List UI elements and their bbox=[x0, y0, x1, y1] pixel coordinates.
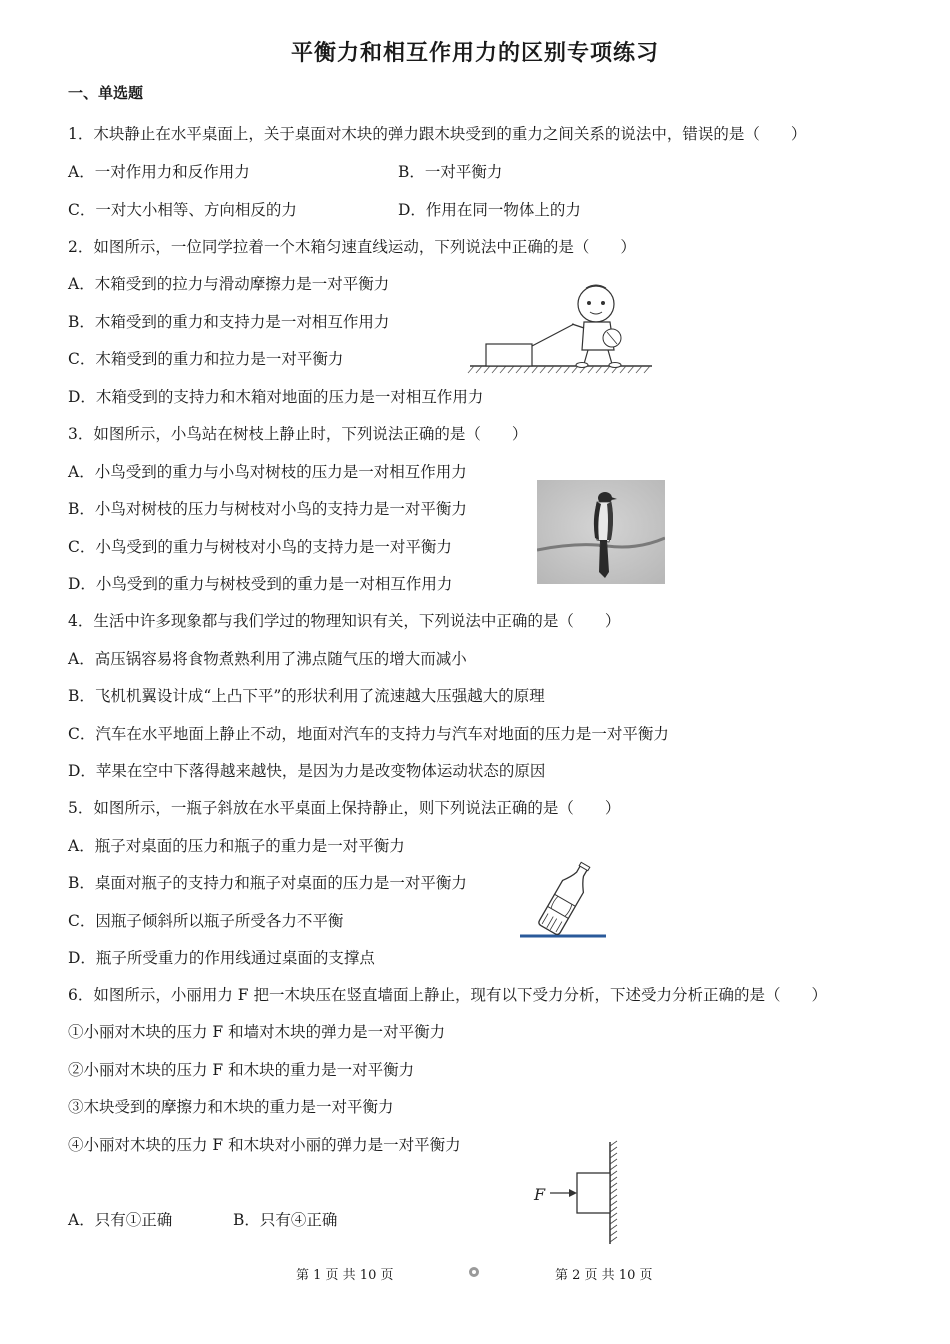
child-pulling-box-figure bbox=[462, 280, 662, 376]
question-6-stem: 6．如图所示，小丽用力 F 把一木块压在竖直墙面上静止，现有以下受力分析，下述受力分析正确的是（ ） bbox=[68, 986, 827, 1004]
question-2-stem: 2．如图所示，一位同学拉着一个木箱匀速直线运动，下列说法中正确的是（ ） bbox=[68, 238, 636, 256]
q6-statement-2: ②小丽对木块的压力 F 和木块的重力是一对平衡力 bbox=[68, 1061, 415, 1079]
q6-option-b: B．只有④正确 bbox=[233, 1211, 338, 1229]
q3-option-c: C．小鸟受到的重力与树枝对小鸟的支持力是一对平衡力 bbox=[68, 538, 452, 556]
q5-option-b: B．桌面对瓶子的支持力和瓶子对桌面的压力是一对平衡力 bbox=[68, 874, 467, 892]
q6-statement-3: ③木块受到的摩擦力和木块的重力是一对平衡力 bbox=[68, 1098, 394, 1116]
section-heading: 一、单选题 bbox=[68, 84, 144, 102]
footer-page-right: 第 2 页 共 10 页 bbox=[555, 1268, 653, 1283]
page-divider-dot-icon bbox=[469, 1267, 479, 1277]
page-title: 平衡力和相互作用力的区别专项练习 bbox=[290, 41, 659, 66]
q1-option-c: C．一对大小相等、方向相反的力 bbox=[68, 201, 297, 219]
q3-option-d: D．小鸟受到的重力与树枝受到的重力是一对相互作用力 bbox=[68, 575, 453, 593]
q3-option-a: A．小鸟受到的重力与小鸟对树枝的压力是一对相互作用力 bbox=[68, 463, 467, 481]
q6-statement-4: ④小丽对木块的压力 F 和木块对小丽的弹力是一对平衡力 bbox=[68, 1136, 461, 1154]
q5-option-c: C．因瓶子倾斜所以瓶子所受各力不平衡 bbox=[68, 912, 344, 930]
q1-option-d: D．作用在同一物体上的力 bbox=[398, 201, 581, 219]
q3-option-b: B．小鸟对树枝的压力与树枝对小鸟的支持力是一对平衡力 bbox=[68, 500, 467, 518]
question-1-stem: 1．木块静止在水平桌面上，关于桌面对木块的弹力跟木块受到的重力之间关系的说法中，错误的是（ ） bbox=[68, 125, 807, 143]
q6-option-a: A．只有①正确 bbox=[68, 1211, 173, 1229]
bird-on-branch-photo bbox=[537, 480, 665, 584]
question-4-stem: 4．生活中许多现象都与我们学过的物理知识有关，下列说法中正确的是（ ） bbox=[68, 612, 621, 630]
q1-option-b: B．一对平衡力 bbox=[398, 163, 503, 181]
footer-page-left: 第 1 页 共 10 页 bbox=[296, 1268, 394, 1283]
force-label: F bbox=[534, 1185, 546, 1204]
q2-option-d: D．木箱受到的支持力和木箱对地面的压力是一对相互作用力 bbox=[68, 388, 484, 406]
q4-option-c: C．汽车在水平地面上静止不动，地面对汽车的支持力与汽车对地面的压力是一对平衡力 bbox=[68, 725, 669, 743]
q4-option-d: D．苹果在空中下落得越来越快，是因为力是改变物体运动状态的原因 bbox=[68, 762, 546, 780]
tilted-bottle-figure bbox=[516, 856, 610, 942]
q2-option-c: C．木箱受到的重力和拉力是一对平衡力 bbox=[68, 350, 344, 368]
q2-option-a: A．木箱受到的拉力与滑动摩擦力是一对平衡力 bbox=[68, 275, 390, 293]
q4-option-a: A．高压锅容易将食物煮熟利用了沸点随气压的增大而减小 bbox=[68, 650, 467, 668]
question-5-stem: 5．如图所示，一瓶子斜放在水平桌面上保持静止，则下列说法正确的是（ ） bbox=[68, 799, 621, 817]
q4-option-b: B．飞机机翼设计成“上凸下平”的形状利用了流速越大压强越大的原理 bbox=[68, 687, 545, 705]
q6-statement-1: ①小丽对木块的压力 F 和墙对木块的弹力是一对平衡力 bbox=[68, 1023, 446, 1041]
q5-option-a: A．瓶子对桌面的压力和瓶子的重力是一对平衡力 bbox=[68, 837, 405, 855]
block-wall-figure bbox=[528, 1140, 624, 1246]
q5-option-d: D．瓶子所受重力的作用线通过桌面的支撑点 bbox=[68, 949, 375, 967]
q2-option-b: B．木箱受到的重力和支持力是一对相互作用力 bbox=[68, 313, 390, 331]
q1-option-a: A．一对作用力和反作用力 bbox=[68, 163, 250, 181]
question-3-stem: 3．如图所示，小鸟站在树枝上静止时，下列说法正确的是（ ） bbox=[68, 425, 528, 443]
